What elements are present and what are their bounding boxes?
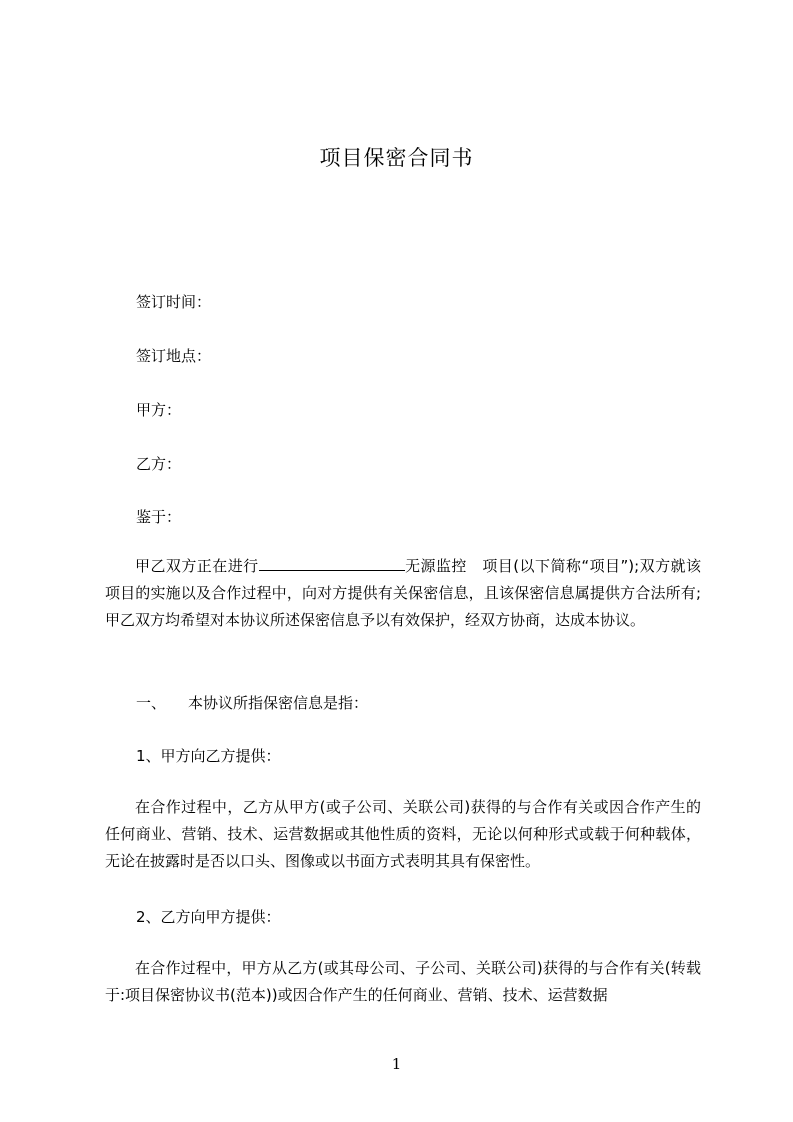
project-name-blank <box>259 556 405 571</box>
item-1-heading: 1、甲方向乙方提供： <box>136 747 281 765</box>
item-2-body: 在合作过程中，甲方从乙方(或其母公司、子公司、关联公司)获得的与合作有关(转载于:项目保密协议书(范本))或因合作产生的任何商业、营销、技术、运营数据 <box>105 959 701 1004</box>
intro-prefix: 甲乙双方正在进行 <box>135 557 259 575</box>
party-b-field: 乙方： <box>136 455 182 473</box>
section-1-number: 一、 <box>136 694 167 712</box>
item-2-heading: 2、乙方向甲方提供： <box>136 908 281 926</box>
intro-paragraph <box>105 553 701 634</box>
page-number: 1 <box>391 1055 402 1073</box>
section-1-text: 本协议所指保密信息是指： <box>188 694 369 712</box>
intro-suffix: 无源监控 项目(以下简称“项目”);双方就该项目的实施以及合作过程中，向对方提供有关保密信息，且该保密信息属提供方合法所有;甲乙双方均希望对本协议所述保密信息予以有效保护，经双方协商，达成本协议。 <box>105 557 701 629</box>
document-title: 项目保密合同书 <box>319 146 474 170</box>
section-1-heading <box>136 692 368 713</box>
item-1-body: 在合作过程中，乙方从甲方(或子公司、关联公司)获得的与合作有关或因合作产生的任何商业、营销、技术、运营数据或其他性质的资料，无论以何种形式或载于何种载体，无论在披露时是否以口头、图像或以书面方式表明其具有保密性。 <box>105 798 701 870</box>
sign-place-field: 签订地点： <box>136 347 212 365</box>
whereas-label: 鉴于： <box>136 508 182 526</box>
sign-time-field: 签订时间： <box>136 293 212 311</box>
party-a-field: 甲方： <box>136 401 182 419</box>
